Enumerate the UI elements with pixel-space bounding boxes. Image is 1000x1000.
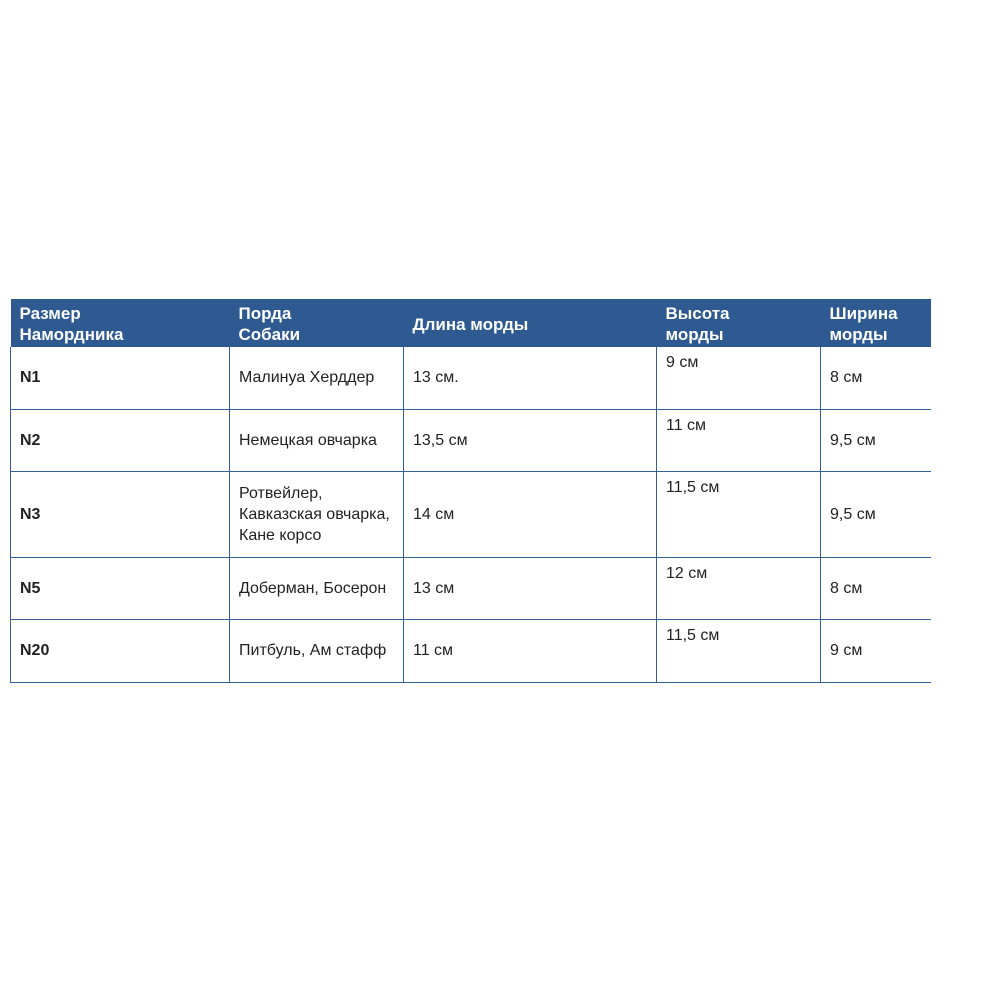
cell-size: N3 (11, 471, 230, 557)
cell-height: 12 см (657, 557, 821, 619)
cell-breed (230, 557, 404, 619)
cell-height: 9 см (657, 347, 821, 409)
header-muzzle-length: Длина морды (412, 314, 529, 334)
cell-length: 11 см (404, 619, 657, 682)
table-row (11, 347, 931, 409)
table-row (11, 557, 931, 619)
cell-height: 11,5 см (657, 471, 821, 557)
cell-breed (230, 409, 404, 471)
cell-size: N1 (11, 347, 230, 409)
cell-length: 13 см. (404, 347, 657, 409)
cell-length: 13 см (404, 557, 657, 619)
cell-size: N5 (11, 557, 230, 619)
breed-text: Немецкая овчарка (239, 431, 377, 449)
muzzle-size-table (10, 299, 931, 683)
breed-text: Малинуа Херддер (239, 369, 375, 387)
breed-text: Ротвейлер, Кавказская овчарка, Кане корсо (239, 484, 390, 544)
breed-text: Доберман, Босерон (239, 579, 387, 597)
header-muzzle-height: Высота морды (665, 304, 730, 344)
cell-breed (230, 347, 404, 409)
cell-width: 9,5 см (821, 471, 931, 557)
cell-height: 11,5 см (657, 619, 821, 682)
cell-length: 14 см (404, 471, 657, 557)
cell-width: 8 см (821, 347, 931, 409)
cell-width: 9 см (821, 619, 931, 682)
header-muzzle-width: Ширина морды (829, 304, 898, 344)
table-header-row (11, 299, 931, 347)
cell-width: 9,5 см (821, 409, 931, 471)
cell-width: 8 см (821, 557, 931, 619)
cell-length: 13,5 см (404, 409, 657, 471)
header-dog-breed: Порда Собаки (238, 304, 301, 344)
cell-breed (230, 619, 404, 682)
cell-size: N20 (11, 619, 230, 682)
header-muzzle-size: Размер Намордника (19, 304, 124, 344)
breed-text: Питбуль, Ам стафф (239, 642, 387, 659)
table-row (11, 471, 931, 557)
cell-breed (230, 471, 404, 557)
cell-size: N2 (11, 409, 230, 471)
cell-height: 11 см (657, 409, 821, 471)
table-row (11, 619, 931, 682)
table-row (11, 409, 931, 471)
